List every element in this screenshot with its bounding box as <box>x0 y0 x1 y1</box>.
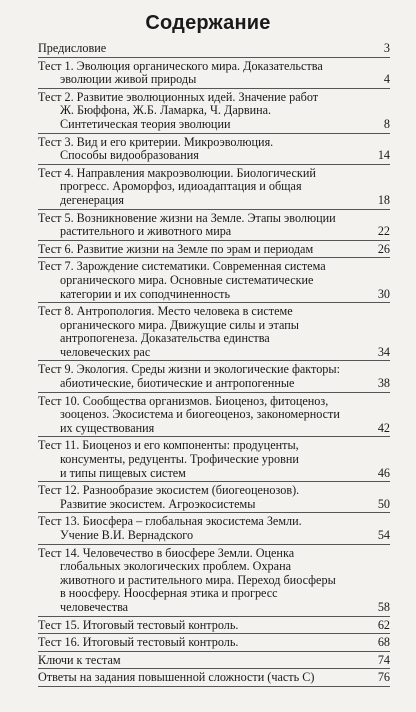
toc-entry <box>38 89 390 134</box>
toc-entry <box>38 361 390 392</box>
toc-entry-text: Тест 8. Антропология. Место человека в системе <box>38 305 293 319</box>
toc-entry-text: Предисловие <box>38 42 107 55</box>
toc-entry <box>38 513 390 544</box>
toc-entry-line <box>38 42 390 56</box>
toc-entry-line <box>38 118 390 132</box>
toc-entry-text: растительного и животного мира <box>60 225 232 239</box>
toc-entry <box>38 258 390 303</box>
toc-entry-line <box>38 288 390 302</box>
toc-entry-text: категории и их соподчиненность <box>60 287 231 301</box>
toc-entry-line <box>38 529 390 543</box>
toc-entry-line <box>38 439 390 453</box>
toc-entry-line <box>38 225 390 239</box>
toc-entry-line <box>38 274 390 288</box>
toc-page-number: 38 <box>377 376 390 391</box>
toc-entry-line <box>38 671 390 685</box>
toc-entry <box>38 482 390 513</box>
toc-entry-line <box>38 194 390 208</box>
toc-entry-line <box>38 467 390 481</box>
toc-entry-text: Ж. Бюффона, Ж.Б. Ламарка, Ч. Дарвина. <box>60 104 272 118</box>
toc-entry-text: Тест 2. Развитие эволюционных идей. Значение работ <box>38 90 319 104</box>
toc-entry-text: Синтетическая теория эволюции <box>60 117 231 131</box>
toc-entry-line <box>38 346 390 360</box>
toc-entry-line <box>38 319 390 333</box>
toc-entry-text: животного и растительного мира. Переход биосферы <box>60 573 336 587</box>
toc-entry <box>38 652 390 670</box>
toc-entry-text: абиотические, биотические и антропогенные <box>60 377 295 391</box>
toc-entry-line <box>38 560 390 574</box>
toc-entry-line <box>38 60 390 74</box>
toc-entry-line <box>38 601 390 615</box>
toc-entry-text: Тест 16. Итоговый тестовый контроль. <box>38 636 239 650</box>
toc-entry-text: антропогенеза. Доказательства единства <box>60 332 270 346</box>
toc-entry-text: Тест 4. Направления макроэволюции. Биологический <box>38 166 316 180</box>
toc-entry <box>38 634 390 652</box>
toc-entry-text: человеческих рас <box>60 345 151 359</box>
toc-entry <box>38 134 390 165</box>
toc-entry-line <box>38 395 390 409</box>
toc-entry-text: Ответы на задания повышенной сложности (часть С) <box>38 671 315 685</box>
toc-entry-line <box>38 377 390 391</box>
toc-entry-line <box>38 408 390 422</box>
toc-entry-line <box>38 73 390 87</box>
toc-entry-line <box>38 654 390 668</box>
toc-entry-text: Ключи к тестам <box>38 653 121 667</box>
toc-entry <box>38 617 390 635</box>
toc-page-number: 46 <box>377 465 390 480</box>
toc-entry <box>38 241 390 259</box>
toc-entry <box>38 545 390 617</box>
toc-entry-text: Тест 14. Человечество в биосфере Земли. Оценка <box>38 546 295 560</box>
toc-page-number: 14 <box>377 148 390 163</box>
toc-page-number: 3 <box>383 41 390 55</box>
toc-entry-text: и типы пищевых систем <box>60 466 186 480</box>
toc-entry-text: Тест 10. Сообщества организмов. Биоценоз, фитоценоз, <box>38 394 329 408</box>
toc-page-number: 62 <box>377 617 390 632</box>
toc-entry-line <box>38 260 390 274</box>
toc-page-number: 8 <box>383 116 390 131</box>
toc-entry-line <box>38 212 390 226</box>
toc-entry-text: Способы видообразования <box>60 149 199 163</box>
toc-page-number: 34 <box>377 344 390 359</box>
toc-entry-text: их существования <box>60 421 155 435</box>
toc-entry-text: консументы, редуценты. Трофические уровни <box>60 453 299 467</box>
toc-entry-line <box>38 422 390 436</box>
toc-entry-line <box>38 243 390 257</box>
toc-entry-text: в ноосферу. Ноосферная этика и прогресс <box>60 587 278 601</box>
toc-entry <box>38 40 390 58</box>
toc-entry-line <box>38 104 390 118</box>
toc-entry-text: Тест 6. Развитие жизни на Земле по эрам и периодам <box>38 242 314 256</box>
toc-entry-text: Тест 1. Эволюция органического мира. Доказательства <box>38 59 323 73</box>
toc-page-number: 18 <box>377 192 390 207</box>
toc-entry-line <box>38 574 390 588</box>
toc-entry <box>38 303 390 361</box>
toc-entry-line <box>38 498 390 512</box>
toc-entry-text: человечества <box>60 600 129 614</box>
toc-entry-line <box>38 636 390 650</box>
toc-page-number: 50 <box>377 496 390 511</box>
toc-entry-text: Учение В.И. Вернадского <box>60 529 194 542</box>
toc-entry-line <box>38 167 390 181</box>
toc-entry-text: дегенерация <box>60 193 124 207</box>
toc-page-number: 58 <box>377 599 390 614</box>
toc-page-number: 30 <box>377 286 390 301</box>
toc-page-number: 4 <box>383 72 390 87</box>
toc-page-number: 68 <box>377 635 390 650</box>
toc-entry-text: прогресс. Ароморфоз, идиоадаптация и общая <box>60 180 302 194</box>
toc-entry-line <box>38 587 390 601</box>
toc-entry-line <box>38 547 390 561</box>
toc-entry-line <box>38 515 390 529</box>
toc-entry-line <box>38 305 390 319</box>
page-title: Содержание <box>145 12 271 34</box>
toc-entry <box>38 437 390 482</box>
toc-page-number: 76 <box>377 670 390 685</box>
toc-entry-text: зооценоз. Экосистема и биогеоценоз, закономерности <box>60 408 340 422</box>
toc-entry <box>38 393 390 438</box>
toc-entry-text: Тест 12. Разнообразие экосистем (биогеоценозов). <box>38 484 300 498</box>
toc-entry-line <box>38 149 390 163</box>
toc-entry-text: Развитие экосистем. Агроэкосистемы <box>60 497 256 511</box>
toc-entry-text: Тест 13. Биосфера – глобальная экосистема Земли. <box>38 515 302 529</box>
toc-page-number: 26 <box>377 241 390 256</box>
toc-entry-line <box>38 484 390 498</box>
toc-entry <box>38 58 390 89</box>
toc-entry <box>38 669 390 687</box>
toc-entry-text: органического мира. Основные систематические <box>60 273 314 287</box>
toc-entry-text: Тест 9. Экология. Среды жизни и экологические факторы: <box>38 363 340 377</box>
toc-entry-text: органического мира. Движущие силы и этапы <box>60 318 299 332</box>
toc-page-number: 54 <box>377 528 390 542</box>
toc-entry <box>38 210 390 241</box>
toc-entry-text: Тест 3. Вид и его критерии. Микроэволюция. <box>38 135 274 149</box>
table-of-contents <box>38 40 390 687</box>
toc-entry-text: глобальных экологических проблем. Охрана <box>60 560 291 574</box>
toc-entry-line <box>38 136 390 150</box>
toc-page-number: 42 <box>377 420 390 435</box>
toc-entry-text: Тест 7. Зарождение систематики. Современная система <box>38 260 326 274</box>
toc-page-number: 74 <box>377 652 390 667</box>
toc-entry-line <box>38 453 390 467</box>
toc-entry-line <box>38 91 390 105</box>
toc-entry-line <box>38 363 390 377</box>
toc-entry-text: эволюции живой природы <box>60 73 197 87</box>
toc-page-number: 22 <box>377 224 390 239</box>
toc-entry-line <box>38 332 390 346</box>
toc-entry-text: Тест 5. Возникновение жизни на Земле. Этапы эволюции <box>38 211 336 225</box>
toc-entry-text: Тест 11. Биоценоз и его компоненты: продуценты, <box>38 439 299 453</box>
toc-entry-text: Тест 15. Итоговый тестовый контроль. <box>38 618 239 632</box>
toc-entry-line <box>38 180 390 194</box>
toc-entry-line <box>38 619 390 633</box>
toc-entry <box>38 165 390 210</box>
